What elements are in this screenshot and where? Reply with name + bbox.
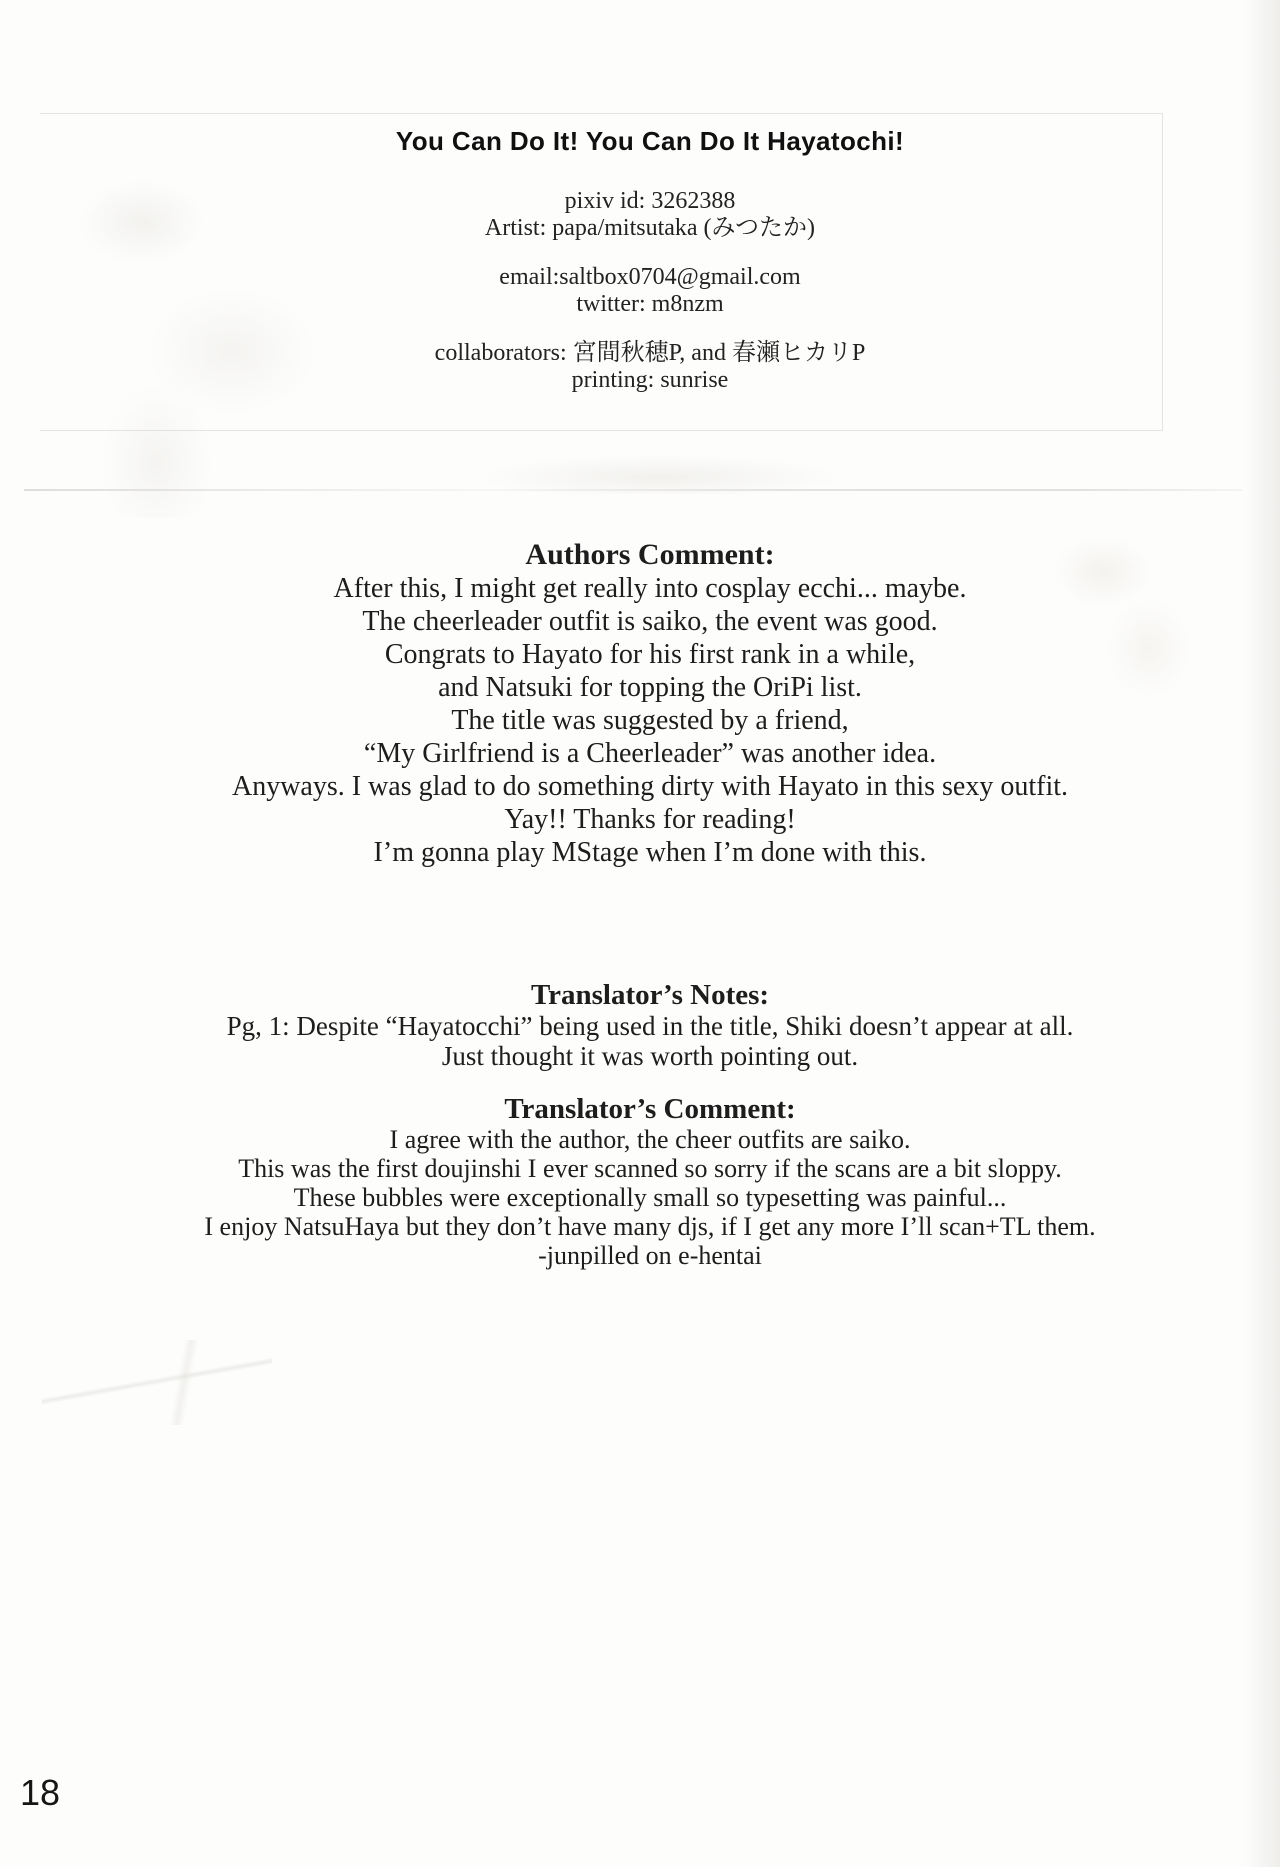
translator-note-line: Just thought it was worth pointing out. xyxy=(441,1041,859,1071)
email-line: email:saltbox0704@gmail.com xyxy=(499,264,801,290)
authors-comment-line: Yay!! Thanks for reading! xyxy=(504,804,796,835)
translator-comment-heading: Translator’s Comment: xyxy=(504,1093,796,1125)
credits-contact-group xyxy=(90,264,1210,318)
translator-comment-line: I enjoy NatsuHaya but they don’t have many djs, if I get any more I’ll scan+TL them. xyxy=(204,1212,1096,1241)
translator-notes-heading: Translator’s Notes: xyxy=(530,979,770,1011)
authors-comment-line: Anyways. I was glad to do something dirty with Hayato in this sexy outfit. xyxy=(231,771,1069,802)
artist-line: Artist: papa/mitsutaka (みつたか) xyxy=(484,215,816,241)
translator-comment-line: -junpilled on e-hentai xyxy=(538,1241,762,1270)
authors-comment-line: The cheerleader outfit is saiko, the event was good. xyxy=(362,606,938,637)
scan-ghost-blob-center xyxy=(420,438,900,494)
authors-comment-line: I’m gonna play MStage when I’m done with this. xyxy=(373,837,927,868)
scan-ghost-blob-bottom-left xyxy=(42,1340,272,1425)
authors-comment-section xyxy=(90,538,1210,869)
printing-line: printing: sunrise xyxy=(571,367,729,393)
authors-comment-line: Congrats to Hayato for his first rank in a while, xyxy=(384,639,916,670)
page-number: 18 xyxy=(20,1772,61,1813)
credits-artist-group xyxy=(90,188,1210,242)
authors-comment-line: The title was suggested by a friend, xyxy=(451,705,849,736)
translator-note-line: Pg, 1: Despite “Hayatocchi” being used in the title, Shiki doesn’t appear at all. xyxy=(226,1011,1074,1041)
translator-comment-section xyxy=(90,1094,1210,1270)
doujin-title: You Can Do It! You Can Do It Hayatochi! xyxy=(395,126,905,156)
authors-comment-line: “My Girlfriend is a Cheerleader” was another idea. xyxy=(363,738,937,769)
translator-comment-line: This was the first doujinshi I ever scanned so sorry if the scans are a bit sloppy. xyxy=(238,1154,1062,1183)
collaborators-line: collaborators: 宮間秋穂P, and 春瀬ヒカリP xyxy=(434,340,866,366)
translator-notes-section xyxy=(90,980,1210,1071)
translator-comment-line: I agree with the author, the cheer outfits are saiko. xyxy=(389,1125,911,1154)
pixiv-id-line: pixiv id: 3262388 xyxy=(564,188,736,214)
twitter-line: twitter: m8nzm xyxy=(576,291,724,317)
scan-ghost-right-edge xyxy=(1244,0,1280,1867)
translator-comment-line: These bubbles were exceptionally small so typesetting was painful... xyxy=(293,1183,1007,1212)
authors-comment-heading: Authors Comment: xyxy=(525,538,775,571)
authors-comment-line: and Natsuki for topping the OriPi list. xyxy=(438,672,862,703)
authors-comment-line: After this, I might get really into cosplay ecchi... maybe. xyxy=(333,573,967,604)
credits-collaborators-group xyxy=(90,340,1210,394)
scan-ghost-line xyxy=(24,489,1242,491)
